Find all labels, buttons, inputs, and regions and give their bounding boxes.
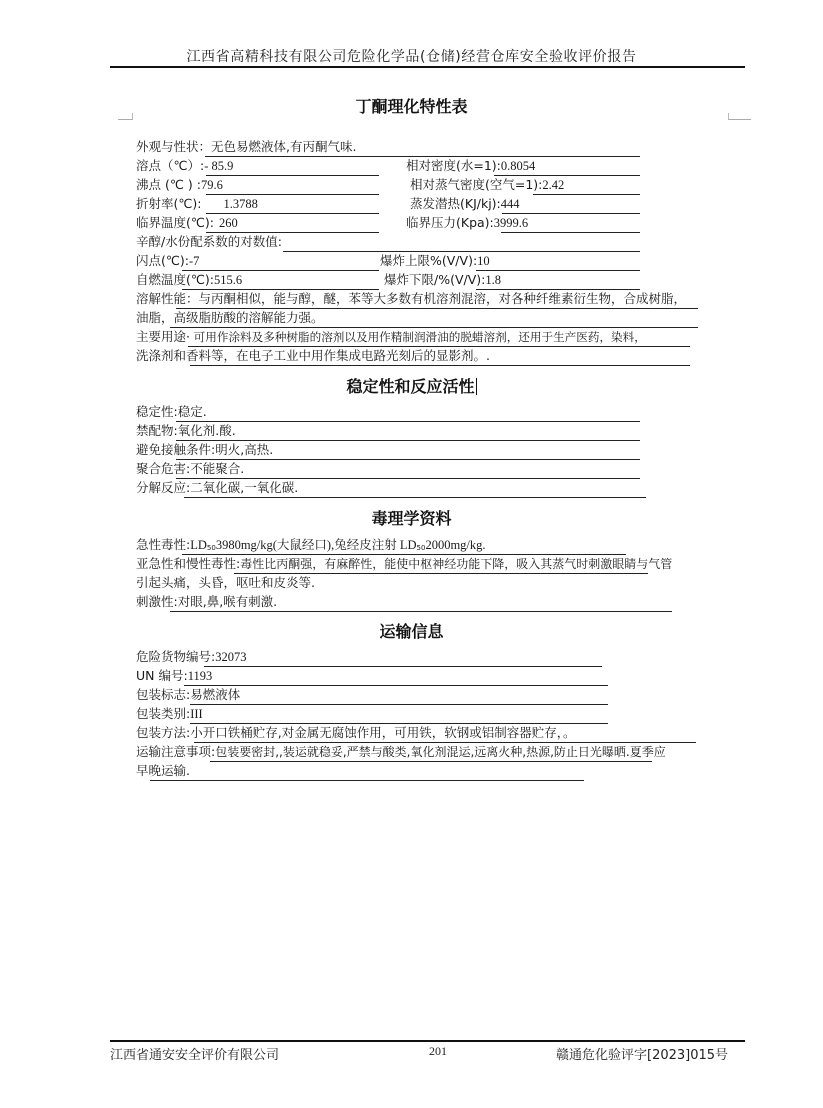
section-title-toxicology: 毒理学资料 (371, 509, 452, 528)
chronic-toxicity-text-line2: 引起头痛，头昏，呕吐和皮炎等. (136, 575, 315, 590)
refractive-index-row (136, 195, 258, 212)
transport-notes-underline-2 (150, 780, 584, 781)
irritation-value: 对眼,鼻,喉有刺激. (177, 594, 278, 609)
upper-explosion-limit-label: 爆炸上限%(V/V): (380, 253, 478, 268)
conditions-underline (176, 459, 640, 460)
packaging-mark-row (136, 686, 240, 703)
un-number-underline (184, 685, 608, 686)
packaging-group-label: 包装类别: (136, 706, 191, 721)
critical-pressure-row (406, 214, 528, 231)
chronic-toxicity-label: 亚急性和慢性毒性: (136, 556, 241, 571)
dangerous-goods-number-row (136, 648, 246, 665)
dangerous-goods-number-label: 危险货物编号: (136, 649, 216, 664)
melting-point-row (136, 157, 233, 174)
report-header-title: 江西省高精科技有限公司危险化学品(仓储)经营仓库安全验收评价报告 (186, 49, 637, 65)
solubility-label: 溶解性能： (136, 291, 199, 306)
decomposition-underline (184, 497, 646, 498)
polymerization-hazard-label: 聚合危害: (136, 461, 191, 476)
flash-point-label: 闪点(℃): (136, 253, 190, 268)
lower-explosion-limit-value: 1.8 (485, 273, 501, 287)
packaging-mark-label: 包装标志: (136, 687, 191, 702)
transport-notes-text-line1: 包装要密封,,装运就稳妥,严禁与酸类,氧化剂混运,远离火种,热源,防止日光曝晒.夏季应 (215, 745, 666, 759)
polymerization-hazard-value: 不能聚合. (190, 461, 245, 476)
polymerization-hazard-row (136, 460, 244, 477)
footer-company: 江西省通安安全评价有限公司 (110, 1048, 280, 1063)
decomposition-row (136, 479, 298, 496)
acute-toxicity-row (136, 536, 486, 553)
packaging-group-row (136, 705, 203, 722)
irritation-underline (170, 611, 672, 612)
text-cursor (476, 378, 477, 395)
melting-underline (206, 175, 379, 176)
stability-row (136, 403, 207, 420)
refractive-index-value: 1.3788 (223, 197, 258, 211)
acute-ld-sub-1: 50 (206, 544, 216, 552)
stability-label: 稳定性: (136, 404, 178, 419)
solubility-row-2 (136, 309, 324, 326)
dangerous-goods-number-value: 32073 (215, 650, 247, 664)
stability-value: 稳定. (177, 404, 207, 419)
critical-temperature-row (136, 214, 238, 231)
dg-number-underline (204, 666, 602, 667)
vapor-density-row (410, 176, 564, 193)
packaging-method-value: 小开口铁桶贮存,对金属无腐蚀作用，可用铁，软钢或铝制容器贮存，。 (190, 725, 576, 740)
autoignition-value: 515.6 (214, 273, 243, 287)
un-number-row (136, 667, 212, 684)
transport-notes-row-2 (136, 762, 190, 779)
flash-point-value: -7 (189, 254, 200, 268)
un-number-value: 1193 (187, 669, 213, 683)
acute-toxicity-part2: 2000mg/kg. (425, 538, 486, 552)
refractive-index-label: 折射率(℃): (136, 196, 202, 211)
packaging-mark-underline (190, 704, 608, 705)
transport-notes-text-line2: 早晚运输. (136, 763, 190, 778)
solubility-row (136, 290, 686, 307)
packaging-mark-value: 易燃液体 (190, 687, 241, 702)
conditions-to-avoid-value: 明火,高热. (215, 442, 274, 457)
solubility-text-line2: 油脂，高级脂肪酸的溶解能力强。 (136, 310, 324, 325)
critical-pressure-label: 临界压力(Kpa): (406, 215, 494, 230)
main-uses-row-2 (136, 347, 490, 364)
octanol-water-label: 辛醇/水份配系数的对数值: (136, 234, 282, 249)
appearance-value: 无色易燃液体,有丙酮气味. (211, 139, 357, 154)
octanol-water-row (136, 233, 282, 250)
melting-point-label: 溶点（℃）: (136, 158, 205, 173)
incompatible-materials-label: 禁配物: (136, 423, 178, 438)
vapor-density-value: 2.42 (542, 178, 565, 192)
section-title-transport: 运输信息 (379, 622, 444, 641)
chronic-toxicity-text-line1: 毒性比丙酮强，有麻醉性，能使中枢神经功能下降，吸入其蒸气时刺激眼睛与气管 (240, 557, 673, 571)
acute-ld-1: LD (190, 538, 207, 552)
autoignition-label: 自燃温度(℃): (136, 272, 215, 287)
irritation-row (136, 593, 277, 610)
upper-explosion-limit-value: 10 (477, 254, 490, 268)
footer-rule (110, 1040, 745, 1042)
decomposition-value: 二氧化碳,一氧化碳. (190, 480, 299, 495)
boiling-point-row (136, 176, 223, 193)
appearance-row (136, 138, 356, 155)
incompatible-materials-row (136, 422, 236, 439)
evaporation-heat-value: 444 (500, 197, 520, 211)
relative-density-label: 相对密度(水=1): (406, 158, 501, 173)
lower-explosion-limit-row (384, 271, 501, 288)
boiling-point-label: 沸点 (℃ ) : (136, 177, 201, 192)
vapor-density-underline (533, 194, 640, 195)
section-title-stability: 稳定性和反应活性 (346, 377, 475, 396)
solubility-text-line1: 与丙酮相似，能与醇，醚，苯等大多数有机溶剂混溶，对各种纤维素衍生物，合成树脂， (198, 291, 687, 306)
irritation-label: 刺激性: (136, 594, 178, 609)
relative-density-value: 0.8054 (500, 159, 536, 173)
packaging-method-label: 包装方法: (136, 725, 191, 740)
stability-underline (176, 421, 640, 422)
footer-report-number: 赣通危化验评字[2023]015号 (556, 1048, 729, 1063)
lower-explosion-limit-label: 爆炸下限/%(V/V): (384, 272, 486, 287)
chronic-toxicity-row (136, 555, 672, 572)
acute-toxicity-part1: 3980mg/kg(大鼠经口),兔经皮注射 (215, 538, 400, 552)
autoignition-row (136, 271, 242, 288)
incompatible-materials-value: 氧化剂.酸. (177, 423, 236, 438)
packaging-group-value: III (190, 707, 203, 721)
packaging-method-row (136, 724, 575, 741)
critical-pressure-underline (501, 232, 640, 233)
section-title-physchem: 丁酮理化特性表 (355, 97, 468, 116)
evaporation-heat-label: 蒸发潜热(KJ/kj): (410, 196, 501, 211)
critical-pressure-value: 3999.6 (493, 216, 529, 230)
main-uses-text-line1: 可用作涂料及多种树脂的溶剂以及用作精制润滑油的脱蜡溶剂，还用于生产医药，染料， (189, 330, 646, 344)
page-number: 201 (429, 1044, 447, 1058)
acute-ld-sub-2: 50 (416, 544, 426, 552)
flash-point-row (136, 252, 199, 269)
un-number-label: UN 编号: (136, 668, 188, 683)
critical-temperature-label: 临界温度(℃): (136, 215, 215, 230)
upper-explosion-limit-row (380, 252, 490, 269)
conditions-to-avoid-label: 避免接触条件: (136, 442, 216, 457)
transport-notes-underline-1 (210, 761, 652, 762)
main-uses-row (136, 328, 646, 345)
critical-temperature-value: 260 (219, 216, 238, 230)
relative-density-row (406, 157, 535, 174)
uses-underline-2 (190, 365, 690, 366)
transport-notes-row (136, 743, 666, 760)
main-uses-text-line2: 洗涤剂和香料等，在电子工业中用作集成电路光刻后的显影剂。. (136, 348, 490, 363)
main-uses-label: 主要用途· (136, 329, 190, 344)
boiling-point-value: 79.6 (200, 178, 223, 192)
acute-ld-2: LD (399, 538, 417, 552)
transport-notes-label: 运输注意事项: (136, 744, 216, 759)
conditions-to-avoid-row (136, 441, 273, 458)
header-rule (110, 66, 745, 68)
vapor-density-label: 相对蒸气密度(空气=1): (410, 177, 543, 192)
evaporation-heat-row (410, 195, 520, 212)
melting-point-value: - 85.9 (204, 159, 234, 173)
appearance-label: 外观与性状： (136, 139, 212, 154)
chronic-toxicity-row-2 (136, 574, 315, 591)
acute-toxicity-label: 急性毒性: (136, 537, 191, 552)
decomposition-label: 分解反应: (136, 480, 191, 495)
